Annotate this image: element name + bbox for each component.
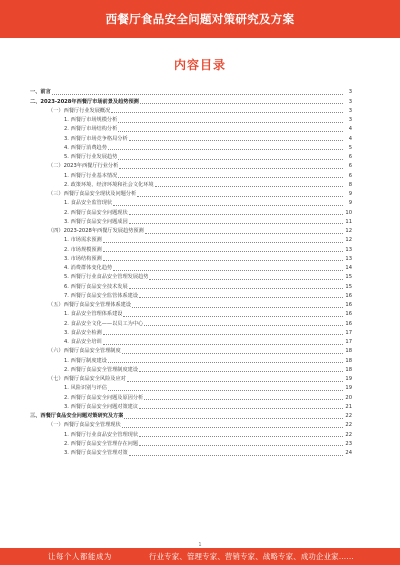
toc-entry[interactable] [30,208,352,217]
toc-entry[interactable] [30,125,352,134]
toc-leader-dots [144,325,343,326]
toc-entry-page: 18 [345,366,352,373]
toc-entry[interactable] [30,134,352,143]
toc-leader-dots [103,344,343,345]
toc-entry[interactable] [30,171,352,180]
toc-entry-page: 6 [348,163,352,170]
toc-entry[interactable] [30,384,352,393]
toc-entry-page: 13 [345,246,352,253]
toc-entry-page: 18 [345,348,352,355]
toc-entry[interactable] [30,144,352,153]
toc-leader-dots [118,122,343,123]
toc-entry-page: 16 [345,302,352,308]
toc-entry-label: 1. 西餐厅行业食品安全管理现状 [64,431,139,438]
toc-entry-page: 17 [345,329,352,336]
toc-entry[interactable] [30,366,352,375]
toc-entry[interactable] [30,245,352,254]
toc-entry-label: 5. 西餐厅行业发展趋势 [64,154,118,160]
toc-entry-label: 1. 西餐厅制度建设 [64,357,107,364]
toc-leader-dots [139,371,343,372]
toc-entry-page: 12 [345,228,352,234]
toc-entry-page: 3 [348,98,352,105]
toc-leader-dots [132,307,343,308]
toc-entry[interactable] [30,199,352,208]
toc-entry-label: 一、前言 [30,89,51,96]
toc-entry-page: 22 [345,422,352,429]
toc-entry-label: 3. 食品安全检测 [64,329,102,336]
toc-leader-dots [129,223,343,224]
toc-entry[interactable] [30,319,352,328]
toc-entry[interactable] [30,329,352,338]
toc-entry[interactable] [30,107,352,116]
toc-leader-dots [103,260,343,261]
toc-entry-label: 7. 西餐厅食品安全监管体系建设 [64,292,139,299]
toc-entry-page: 9 [348,191,352,197]
toc-entry-label: （一）西餐厅行业发展概况 [48,107,111,114]
toc-entry-page: 18 [345,357,352,364]
toc-leader-dots [108,390,343,391]
toc-leader-dots [118,159,343,160]
toc-entry-label: 4. 食品安全培训 [64,339,102,345]
toc-leader-dots [122,353,343,354]
toc-leader-dots [118,177,343,178]
toc-entry-label: 3. 西餐厅食品安全问题成因 [64,218,128,225]
footer-slogan-right: 行业专家、管理专家、营销专家、战略专家、成功企业家…… [149,552,354,561]
toc-entry-label: 1. 西餐厅行业基本情况 [64,172,118,179]
toc-entry[interactable] [30,88,352,97]
toc-leader-dots [129,288,343,289]
toc-leader-dots [119,168,343,169]
toc-entry[interactable] [30,403,352,412]
toc-entry[interactable] [30,338,352,347]
toc-entry[interactable] [30,190,352,199]
toc-entry-page: 3 [348,89,352,96]
toc-leader-dots [111,112,343,113]
toc-leader-dots [103,334,343,335]
toc-entry-label: 2. 西餐厅食品安全管理制度建设 [64,366,139,373]
document-header-title: 西餐厅食品安全问题对策研究及方案 [105,12,295,26]
footer-slogan-left: 让每个人都能成为 [48,552,112,561]
toc-leader-dots [139,445,343,446]
toc-entry[interactable] [30,356,352,365]
toc-leader-dots [149,279,343,280]
toc-leader-dots [113,205,343,206]
toc-entry[interactable] [30,218,352,227]
toc-entry-page: 22 [345,413,352,419]
toc-entry-page: 19 [345,385,352,392]
toc-entry[interactable] [30,347,352,356]
toc-leader-dots [108,149,343,150]
toc-leader-dots [155,186,343,187]
toc-entry[interactable] [30,236,352,245]
toc-entry-label: 6. 西餐厅食品安全技术发展 [64,283,128,290]
toc-entry-page: 15 [345,274,352,281]
toc-leader-dots [129,140,343,141]
toc-entry[interactable] [30,181,352,190]
toc-entry-label: 1. 西餐厅市场规模分析 [64,117,118,123]
toc-entry-page: 11 [345,218,352,225]
toc-entry-label: 3. 市场结构预测 [64,255,102,262]
page-number: 1 [198,542,202,548]
toc-leader-dots [123,316,343,317]
toc-entry[interactable] [30,292,352,301]
toc-entry-page: 22 [345,431,352,438]
toc-entry-page: 20 [345,394,352,401]
toc-entry[interactable] [30,301,352,310]
toc-entry[interactable] [30,255,352,264]
toc-entry-label: 2. 西餐厅食品安全问题现状 [64,209,128,216]
toc-entry-page: 4 [348,135,352,142]
toc-entry-label: 3. 西餐厅食品安全管理对策 [64,450,128,456]
toc-entry-label: （五）西餐厅食品安全管理体系建设 [48,302,132,308]
toc-entry[interactable] [30,273,352,282]
toc-leader-dots [129,455,343,456]
toc-entry[interactable] [30,153,352,162]
toc-entry-page: 16 [345,320,352,327]
toc-leader-dots [113,270,343,271]
toc-entry[interactable] [30,440,352,449]
toc-leader-dots [140,103,343,104]
toc-entry-page: 9 [348,200,352,207]
toc-entry-label: 4. 消费群体变化趋势 [64,265,113,271]
toc-entry[interactable] [30,282,352,291]
toc-entry[interactable] [30,116,352,125]
toc-entry-page: 6 [348,154,352,160]
toc-leader-dots [139,408,343,409]
toc-entry-page: 16 [345,311,352,318]
toc-entry[interactable] [30,449,352,458]
toc-entry-label: 2. 市场规模预测 [64,246,102,253]
toc-entry-page: 21 [345,403,352,410]
toc-entry-label: （七）西餐厅食品安全风险及应对 [48,376,126,382]
toc-entry-label: 三、西餐厅食品安全问题对策研究及方案 [30,413,124,419]
toc-leader-dots [103,242,343,243]
toc-entry-page: 5 [348,144,352,151]
toc-entry-page: 14 [345,265,352,271]
toc-entry-label: 2. 西餐厅食品安全管理存在问题 [64,440,139,447]
toc-entry-page: 8 [348,181,352,188]
toc-entry[interactable] [30,227,352,236]
toc-leader-dots [108,362,343,363]
toc-entry-page: 15 [345,283,352,290]
toc-entry-label: （三）西餐厅食品安全现状及问题分析 [48,191,137,197]
page-footer-banner [0,548,400,565]
toc-leader-dots [137,196,343,197]
toc-leader-dots [139,436,343,437]
toc-entry-label: 1. 市场需求预测 [64,237,102,244]
toc-entry-page: 19 [345,376,352,382]
toc-entry[interactable] [30,310,352,319]
toc-entry[interactable] [30,393,352,402]
toc-entry-label: 4. 西餐厅消费趋势 [64,144,107,151]
toc-entry-page: 6 [348,172,352,179]
toc-entry-page: 13 [345,255,352,262]
toc-entry-page: 3 [348,107,352,114]
toc-entry[interactable] [30,421,352,430]
toc-entry-page: 12 [345,237,352,244]
toc-entry[interactable] [30,430,352,439]
toc-entry[interactable] [30,162,352,171]
toc-leader-dots [129,214,343,215]
toc-entry-page: 23 [345,440,352,447]
toc-entry-label: （二）2023年西餐厅行业分析 [48,163,119,170]
toc-leader-dots [127,381,343,382]
toc-entry[interactable] [30,412,352,421]
toc-entry-label: 3. 西餐厅食品安全问题对策建议 [64,403,139,410]
toc-entry-page: 17 [345,339,352,345]
toc-leader-dots [144,399,343,400]
toc-entry-page: 10 [345,209,352,216]
toc-leader-dots [139,297,343,298]
toc-leader-dots [124,418,343,419]
toc-entry-page: 3 [348,117,352,123]
toc-entry-label: （六）西餐厅食品安全管理制度 [48,348,121,355]
toc-heading: 内容目录 [173,58,226,72]
page-header-banner [0,0,400,38]
toc-leader-dots [145,233,343,234]
toc-entry[interactable] [30,97,352,106]
toc-leader-dots [52,94,343,95]
toc-entry-label: 2. 西餐厅市场结构分析 [64,126,118,133]
toc-entry-label: 二、2023-2028年西餐厅市场前景及趋势预测 [30,98,139,105]
toc-entry-label: 1. 风险识别与评估 [64,385,107,392]
toc-leader-dots [103,251,343,252]
toc-entry-label: （一）西餐厅食品安全管理现状 [48,422,121,429]
toc-entry-label: 2. 食品安全文化——以员工为中心 [64,320,144,327]
toc-entry-label: 3. 西餐厅市场竞争格局分析 [64,135,128,142]
toc-entry-page: 4 [348,126,352,133]
toc-entry-label: 5. 西餐厅行业食品安全管理发展趋势 [64,274,149,281]
toc-entry-label: （四）2023-2028年西餐厅发展趋势预测 [48,228,144,234]
toc-entry-label: 1. 食品安全监管现状 [64,200,113,207]
toc-entry[interactable] [30,375,352,384]
toc-entry-label: 2. 西餐厅食品安全问题及原因分析 [64,394,144,401]
toc-entry-label: 1. 食品安全管理体系建设 [64,311,123,318]
toc-entry-page: 24 [345,450,352,456]
toc-leader-dots [122,427,343,428]
toc-leader-dots [118,131,343,132]
table-of-contents [30,88,352,458]
toc-entry[interactable] [30,264,352,273]
toc-entry-page: 16 [345,292,352,299]
toc-entry-label: 2. 政策环境、经济环境和社会文化环境 [64,181,154,188]
